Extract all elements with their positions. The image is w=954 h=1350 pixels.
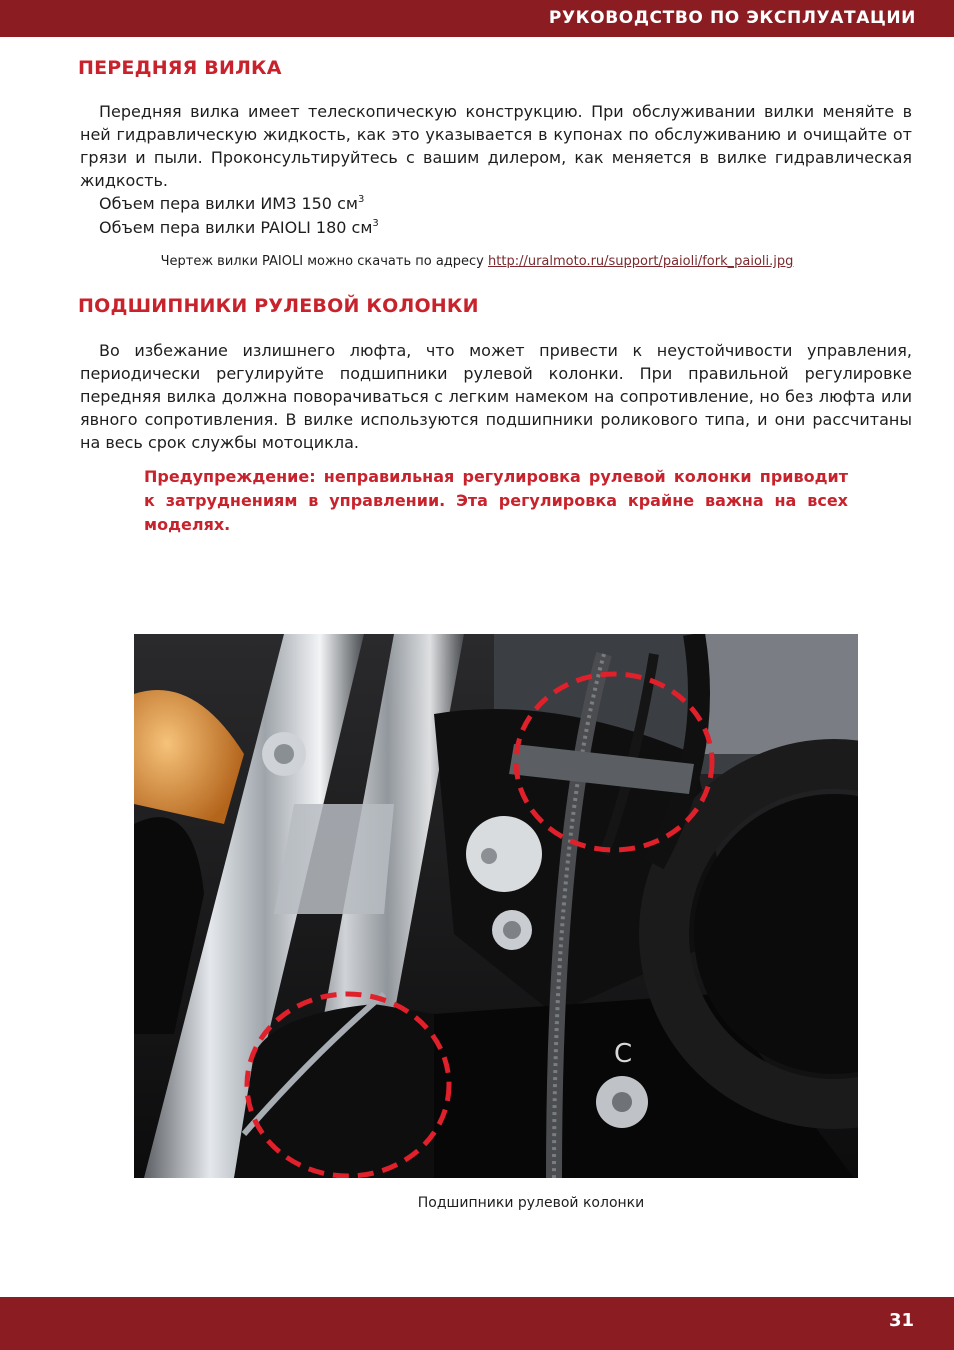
front-fork-text: Передняя вилка имеет телескопическую конструкцию. При обслуживании вилки меняйте в ней гидравлическую жидкость, как это указывается в купонах по обслуживанию и очищайте от грязи и пыли. Проконсультируйтесь с вашим дилером, как меняется в вилке гидравлическая жидкость. <box>80 102 912 190</box>
steering-bearings-text: Во избежание излишнего люфта, что может привести к неустойчивости управления, периодически регулируйте подшипники рулевой колонки. При правильной регулировке передняя вилка должна поворачиваться с легким намеком на сопротивление, но без люфта или явного сопротивления. В вилке используются подшипники роликового типа, и они рассчитаны на весь срок службы мотоцикла. <box>80 341 912 452</box>
drawing-download-note <box>0 254 954 269</box>
svg-text:C: C <box>614 1039 633 1069</box>
section-title-steering-bearings: ПОДШИПНИКИ РУЛЕВОЙ КОЛОНКИ <box>78 295 479 317</box>
fork-drawing-link[interactable]: http://uralmoto.ru/support/paioli/fork_paioli.jpg <box>488 254 794 269</box>
footer-bar <box>0 1297 954 1350</box>
fork-volume-ims-label: Объем пера вилки ИМЗ 150 см <box>99 194 358 213</box>
header-bar <box>0 0 954 37</box>
steering-bearings-paragraph <box>80 339 912 454</box>
note-text: Чертеж вилки PAIOLI можно скачать по адресу <box>160 254 484 269</box>
photo-caption: Подшипники рулевой колонки <box>417 1195 645 1211</box>
section-title-front-fork: ПЕРЕДНЯЯ ВИЛКА <box>78 57 282 79</box>
page-number: 31 <box>888 1310 914 1331</box>
fork-volume-paioli <box>99 216 379 239</box>
header-title: РУКОВОДСТВО ПО ЭКСПЛУАТАЦИИ <box>548 8 916 28</box>
fork-volume-paioli-label: Объем пера вилки PAIOLI 180 см <box>99 218 373 237</box>
cubic-exponent: 3 <box>372 218 379 229</box>
fork-volume-ims <box>99 192 364 215</box>
cubic-exponent: 3 <box>357 194 365 205</box>
warning-text: Предупреждение: неправильная регулировка рулевой колонки приводит к затруднениям в управлении. Эта регулировка крайне важна на всех моделях. <box>144 467 848 534</box>
steering-column-photo <box>134 634 858 1178</box>
front-fork-paragraph <box>80 100 912 192</box>
